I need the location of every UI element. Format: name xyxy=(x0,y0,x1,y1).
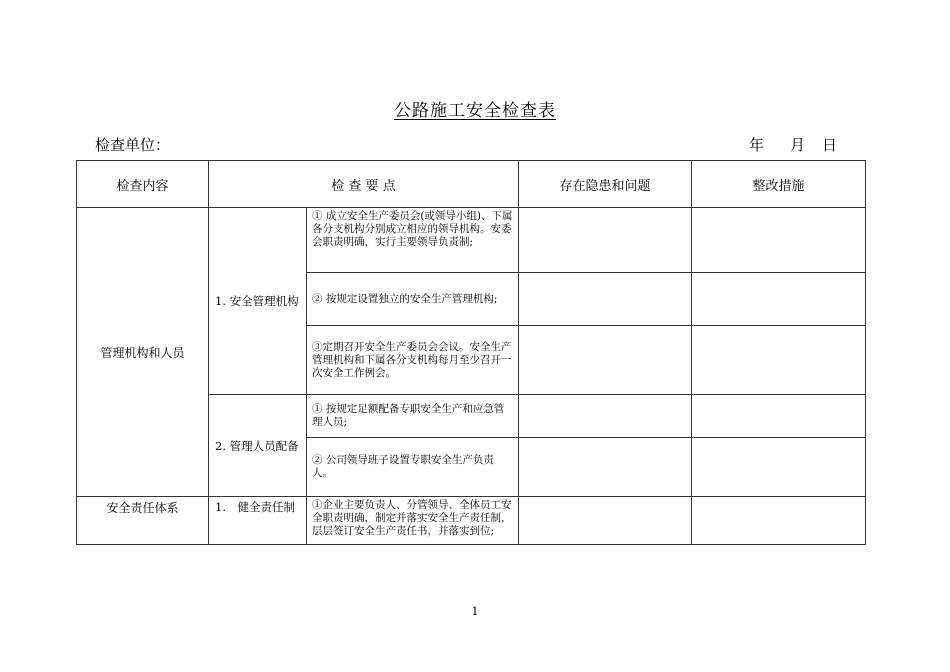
item-cell: 1. 安全管理机构 xyxy=(209,208,307,395)
measure-input-cell[interactable] xyxy=(692,497,866,545)
inspection-unit-label: 检查单位： xyxy=(95,136,171,154)
table-row xyxy=(77,497,866,545)
measure-input-cell[interactable] xyxy=(692,208,866,273)
day-label: 日 xyxy=(822,136,838,154)
inspection-table xyxy=(76,160,866,545)
item-cell: 1. 健全责任制 xyxy=(209,497,307,545)
page-number: 1 xyxy=(471,605,479,618)
header-row xyxy=(77,161,866,208)
problem-input-cell[interactable] xyxy=(519,326,692,395)
point-cell: ② 按规定设置独立的安全生产管理机构; xyxy=(307,273,519,326)
measure-input-cell[interactable] xyxy=(692,326,866,395)
point-cell: ③定期召开安全生产委员会会议。安全生产管理机构和下属各分支机构每月至少召开一次安全工作例会。 xyxy=(307,326,519,395)
point-cell: ② 公司领导班子设置专职安全生产负责人。 xyxy=(307,438,519,497)
year-label: 年 xyxy=(749,136,765,154)
problem-input-cell[interactable] xyxy=(519,438,692,497)
header-content: 检查内容 xyxy=(77,161,209,208)
content-cell: 安全责任体系 xyxy=(77,497,209,545)
header-problems: 存在隐患和问题 xyxy=(519,161,692,208)
table-row xyxy=(77,208,866,273)
point-cell: ① 成立安全生产委员会(或领导小组)、下属各分支机构分别成立相应的领导机构。安委会职责明确，实行主要领导负责制; xyxy=(307,208,519,273)
date-label xyxy=(749,134,837,155)
measure-input-cell[interactable] xyxy=(692,273,866,326)
problem-input-cell[interactable] xyxy=(519,208,692,273)
header-measures: 整改措施 xyxy=(692,161,866,208)
measure-input-cell[interactable] xyxy=(692,438,866,497)
problem-input-cell[interactable] xyxy=(519,273,692,326)
problem-input-cell[interactable] xyxy=(519,497,692,545)
measure-input-cell[interactable] xyxy=(692,395,866,438)
header-points: 检 查 要 点 xyxy=(209,161,519,208)
page-title: 公路施工安全检查表 xyxy=(394,101,556,121)
item-cell: 2. 管理人员配备 xyxy=(209,395,307,497)
point-cell: ① 按规定足额配备专职安全生产和应急管理人员; xyxy=(307,395,519,438)
month-label: 月 xyxy=(790,136,806,154)
problem-input-cell[interactable] xyxy=(519,395,692,438)
point-cell: ①企业主要负责人、分管领导、全体员工安全职责明确，制定并落实安全生产责任制，层层签订安全生产责任书，并落实到位; xyxy=(307,497,519,545)
content-cell: 管理机构和人员 xyxy=(77,208,209,497)
